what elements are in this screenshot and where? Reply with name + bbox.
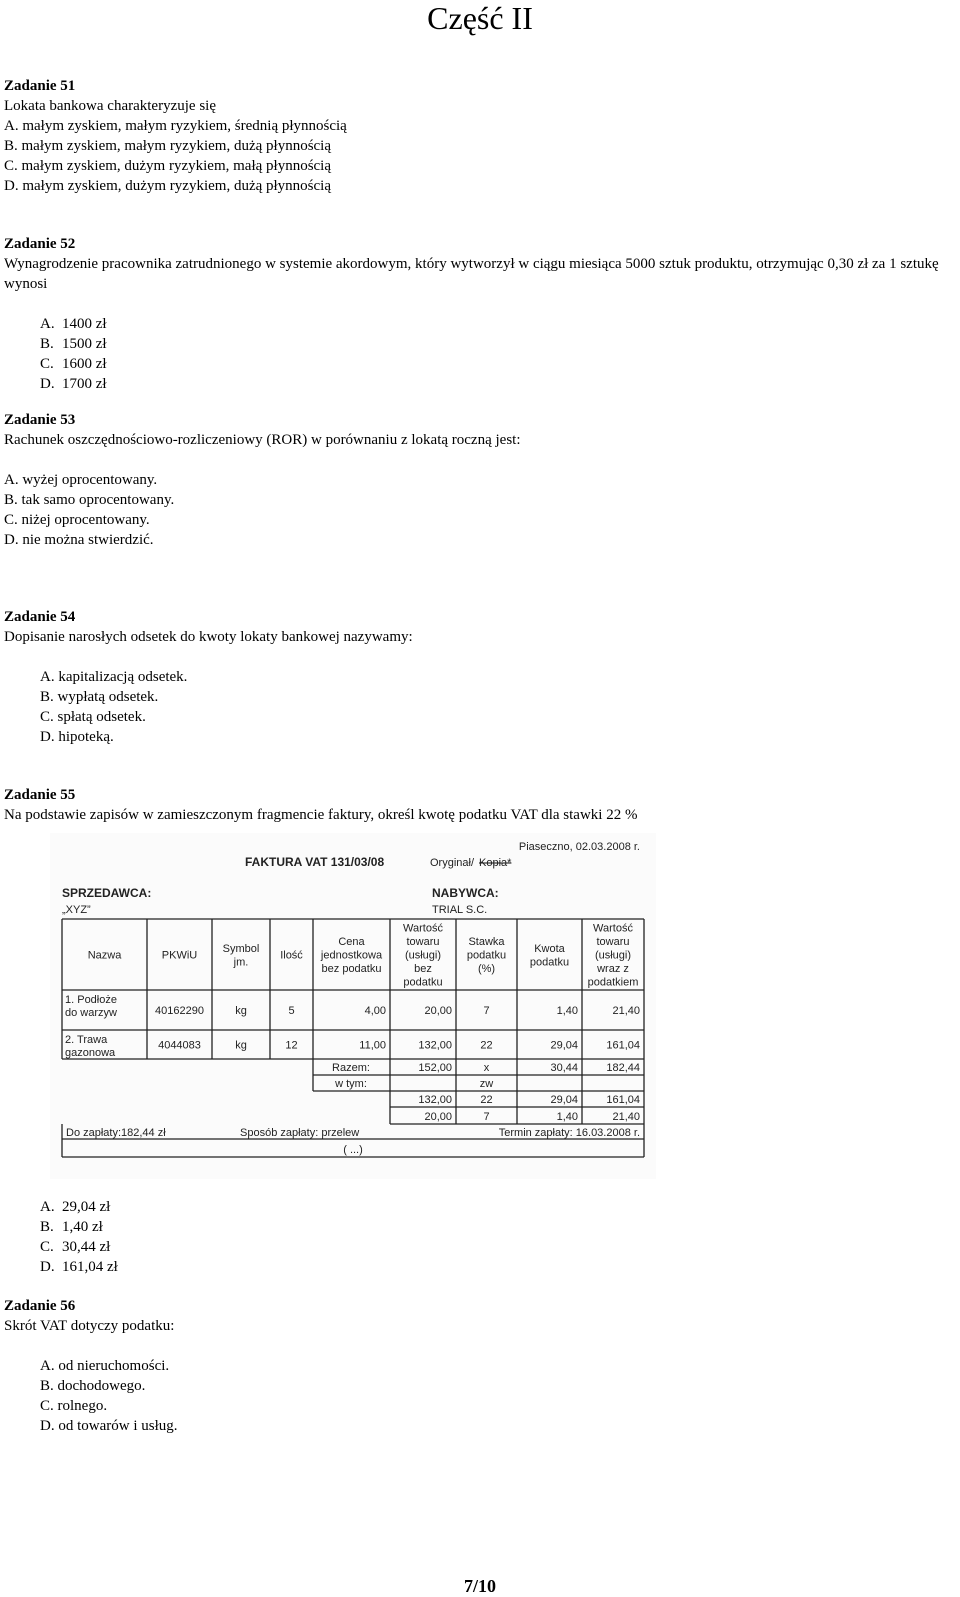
invoice-column-header: (%) <box>477 963 496 975</box>
invoice-column-header: podatkiem <box>587 976 639 989</box>
option-text: 1700 zł <box>62 376 107 392</box>
task-55 <box>4 785 954 825</box>
answer-option: D. małym zyskiem, dużym ryzykiem, dużą płynnością <box>4 178 332 194</box>
task-heading: Zadanie 54 <box>4 609 76 625</box>
invoice-place-date: Piaseczno, 02.03.2008 r. <box>518 841 640 853</box>
buyer-label: NABYWCA: <box>432 886 499 900</box>
task-51 <box>4 76 954 196</box>
option-letter: C. <box>40 1239 54 1255</box>
item-price: 11,00 <box>359 1039 386 1052</box>
answer-option: D. hipoteką. <box>40 729 114 745</box>
task-question: Wynagrodzenie pracownika zatrudnionego w systemie akordowym, który wytworzył w ciągu miesiąca 5000 sztuk produktu, otrzymując 0,30 zł za 1 sztukę wynosi <box>4 256 939 292</box>
item-gross: 161,04 <box>606 1039 640 1052</box>
invoice-continuation: ( ...) <box>343 1144 363 1156</box>
item-price: 4,00 <box>364 1005 386 1017</box>
invoice-figure <box>50 833 656 1179</box>
invoice-column-header: Cena <box>338 936 365 948</box>
invoice-column-header: jednostkowa <box>320 949 383 962</box>
invoice-title: FAKTURA VAT 131/03/08 <box>245 855 385 869</box>
item-unit: kg <box>235 1005 247 1017</box>
item-tax: 1,40 <box>556 1005 578 1017</box>
option-letter: A. <box>40 316 55 332</box>
answer-option: B. małym zyskiem, małym ryzykiem, dużą płynnością <box>4 138 332 154</box>
answer-option: C. rolnego. <box>40 1398 108 1414</box>
breakdown-rate: 7 <box>483 1111 490 1123</box>
item-qty: 12 <box>285 1039 298 1052</box>
answer-option: B. tak samo oprocentowany. <box>4 492 175 508</box>
item-qty: 5 <box>288 1005 295 1017</box>
answer-option: C. małym zyskiem, dużym ryzykiem, małą płynnością <box>4 158 332 174</box>
task-heading: Zadanie 51 <box>4 78 76 94</box>
item-rate: 7 <box>483 1005 490 1017</box>
including-rate: zw <box>479 1078 494 1090</box>
answer-option: A. kapitalizacją odsetek. <box>40 669 188 685</box>
item-pkwiu: 4044083 <box>158 1039 201 1052</box>
option-text: 29,04 zł <box>62 1199 111 1215</box>
item-pkwiu: 40162290 <box>155 1005 204 1017</box>
invoice-column-header: wraz z <box>597 963 629 975</box>
item-name: do warzyw <box>65 1007 117 1019</box>
task-55-options <box>4 1197 954 1277</box>
answer-option: C. spłatą odsetek. <box>40 709 146 725</box>
item-tax: 29,04 <box>550 1039 578 1052</box>
answer-option: B. dochodowego. <box>40 1378 146 1394</box>
answer-option: A. małym zyskiem, małym ryzykiem, średnią płynnością <box>4 118 347 134</box>
invoice-column-header: (usługi) <box>404 949 442 962</box>
item-net: 20,00 <box>424 1005 452 1017</box>
task-question: Rachunek oszczędnościowo-rozliczeniowy (ROR) w porównaniu z lokatą roczną jest: <box>4 432 521 448</box>
item-unit: kg <box>235 1039 247 1052</box>
seller-name: „XYZ” <box>62 904 91 916</box>
total-tax: 30,44 <box>550 1062 578 1074</box>
amount-due: Do zapłaty:182,44 zł <box>66 1127 166 1139</box>
answer-option: A. od nieruchomości. <box>40 1358 170 1374</box>
answer-option: A. wyżej oprocentowany. <box>4 472 158 488</box>
answer-option: D. nie można stwierdzić. <box>4 532 154 548</box>
invoice-column-header: jm. <box>233 956 249 969</box>
invoice-column-header: towaru <box>406 936 440 948</box>
invoice-column-header: bez podatku <box>321 963 382 975</box>
item-net: 132,00 <box>418 1039 452 1052</box>
answer-option <box>4 1217 954 1237</box>
invoice-column-header: Ilość <box>280 949 303 962</box>
task-52 <box>4 234 954 394</box>
option-letter: A. <box>40 1199 55 1215</box>
total-label: Razem: <box>332 1062 370 1074</box>
invoice-column-header: Kwota <box>534 942 565 955</box>
invoice-column-header: bez <box>414 963 432 975</box>
item-name: 2. Trawa <box>65 1034 108 1046</box>
breakdown-net: 132,00 <box>418 1094 452 1106</box>
task-heading: Zadanie 56 <box>4 1298 76 1314</box>
option-letter: B. <box>40 336 54 352</box>
option-letter: D. <box>40 376 55 392</box>
item-gross: 21,40 <box>612 1005 640 1017</box>
breakdown-tax: 29,04 <box>550 1094 578 1106</box>
option-text: 1400 zł <box>62 316 107 332</box>
answer-option <box>4 1257 954 1277</box>
invoice-image <box>50 833 656 1179</box>
item-name: gazonowa <box>65 1047 116 1059</box>
task-53 <box>4 410 954 550</box>
breakdown-tax: 1,40 <box>556 1111 578 1123</box>
option-text: 1,40 zł <box>62 1219 103 1235</box>
invoice-column-header: PKWiU <box>161 949 198 962</box>
option-letter: C. <box>40 356 54 372</box>
answer-option <box>4 1237 954 1257</box>
invoice-column-header: Stawka <box>468 936 505 948</box>
option-text: 1600 zł <box>62 356 107 372</box>
task-heading: Zadanie 55 <box>4 787 76 803</box>
invoice-column-header: Wartość <box>403 922 443 935</box>
page-number: 7/10 <box>463 1576 496 1596</box>
total-rate: x <box>483 1062 490 1074</box>
invoice-copy-label: Oryginał/ <box>430 857 475 869</box>
invoice-column-header: podatku <box>466 949 507 962</box>
option-text: 30,44 zł <box>62 1239 111 1255</box>
breakdown-net: 20,00 <box>424 1111 452 1123</box>
task-heading: Zadanie 53 <box>4 412 76 428</box>
invoice-column-header: Wartość <box>593 922 633 935</box>
page-title: Część II <box>427 0 533 36</box>
answer-option <box>4 314 954 334</box>
invoice-column-header: podatku <box>403 976 443 989</box>
breakdown-rate: 22 <box>480 1094 493 1106</box>
task-question: Skrót VAT dotyczy podatku: <box>4 1318 175 1334</box>
invoice-copy-crossed: Kopia* <box>479 857 512 869</box>
including-label: w tym: <box>335 1078 367 1090</box>
total-net: 152,00 <box>418 1062 452 1074</box>
option-text: 161,04 zł <box>62 1259 118 1275</box>
total-gross: 182,44 <box>606 1062 640 1074</box>
buyer-name: TRIAL S.C. <box>432 904 488 916</box>
item-name: 1. Podłoże <box>65 994 117 1006</box>
answer-option <box>4 334 954 354</box>
invoice-column-header: Symbol <box>222 942 260 955</box>
option-text: 1500 zł <box>62 336 107 352</box>
task-question: Dopisanie narosłych odsetek do kwoty lokaty bankowej nazywamy: <box>4 629 413 645</box>
payment-method: Sposób zapłaty: przelew <box>240 1127 360 1139</box>
seller-label: SPRZEDAWCA: <box>62 886 152 900</box>
option-letter: D. <box>40 1259 55 1275</box>
payment-due-date: Termin zapłaty: 16.03.2008 r. <box>498 1127 640 1139</box>
invoice-column-header: podatku <box>529 956 570 969</box>
option-letter: B. <box>40 1219 54 1235</box>
invoice-column-header: (usługi) <box>594 949 632 962</box>
invoice-column-header: towaru <box>596 936 630 948</box>
answer-option <box>4 1197 954 1217</box>
answer-option <box>4 374 954 394</box>
answer-option: D. od towarów i usług. <box>40 1418 178 1434</box>
task-question: Lokata bankowa charakteryzuje się <box>4 98 216 114</box>
answer-option: B. wypłatą odsetek. <box>40 689 159 705</box>
task-54 <box>4 607 954 747</box>
task-56 <box>4 1296 954 1436</box>
breakdown-gross: 21,40 <box>612 1111 640 1123</box>
task-question: Na podstawie zapisów w zamieszczonym fragmencie faktury, określ kwotę podatku VAT dla stawki 22 % <box>4 807 638 823</box>
task-heading: Zadanie 52 <box>4 236 76 252</box>
item-rate: 22 <box>480 1039 493 1052</box>
answer-option <box>4 354 954 374</box>
breakdown-gross: 161,04 <box>606 1094 640 1106</box>
answer-option: C. niżej oprocentowany. <box>4 512 150 528</box>
invoice-column-header: Nazwa <box>87 949 122 962</box>
